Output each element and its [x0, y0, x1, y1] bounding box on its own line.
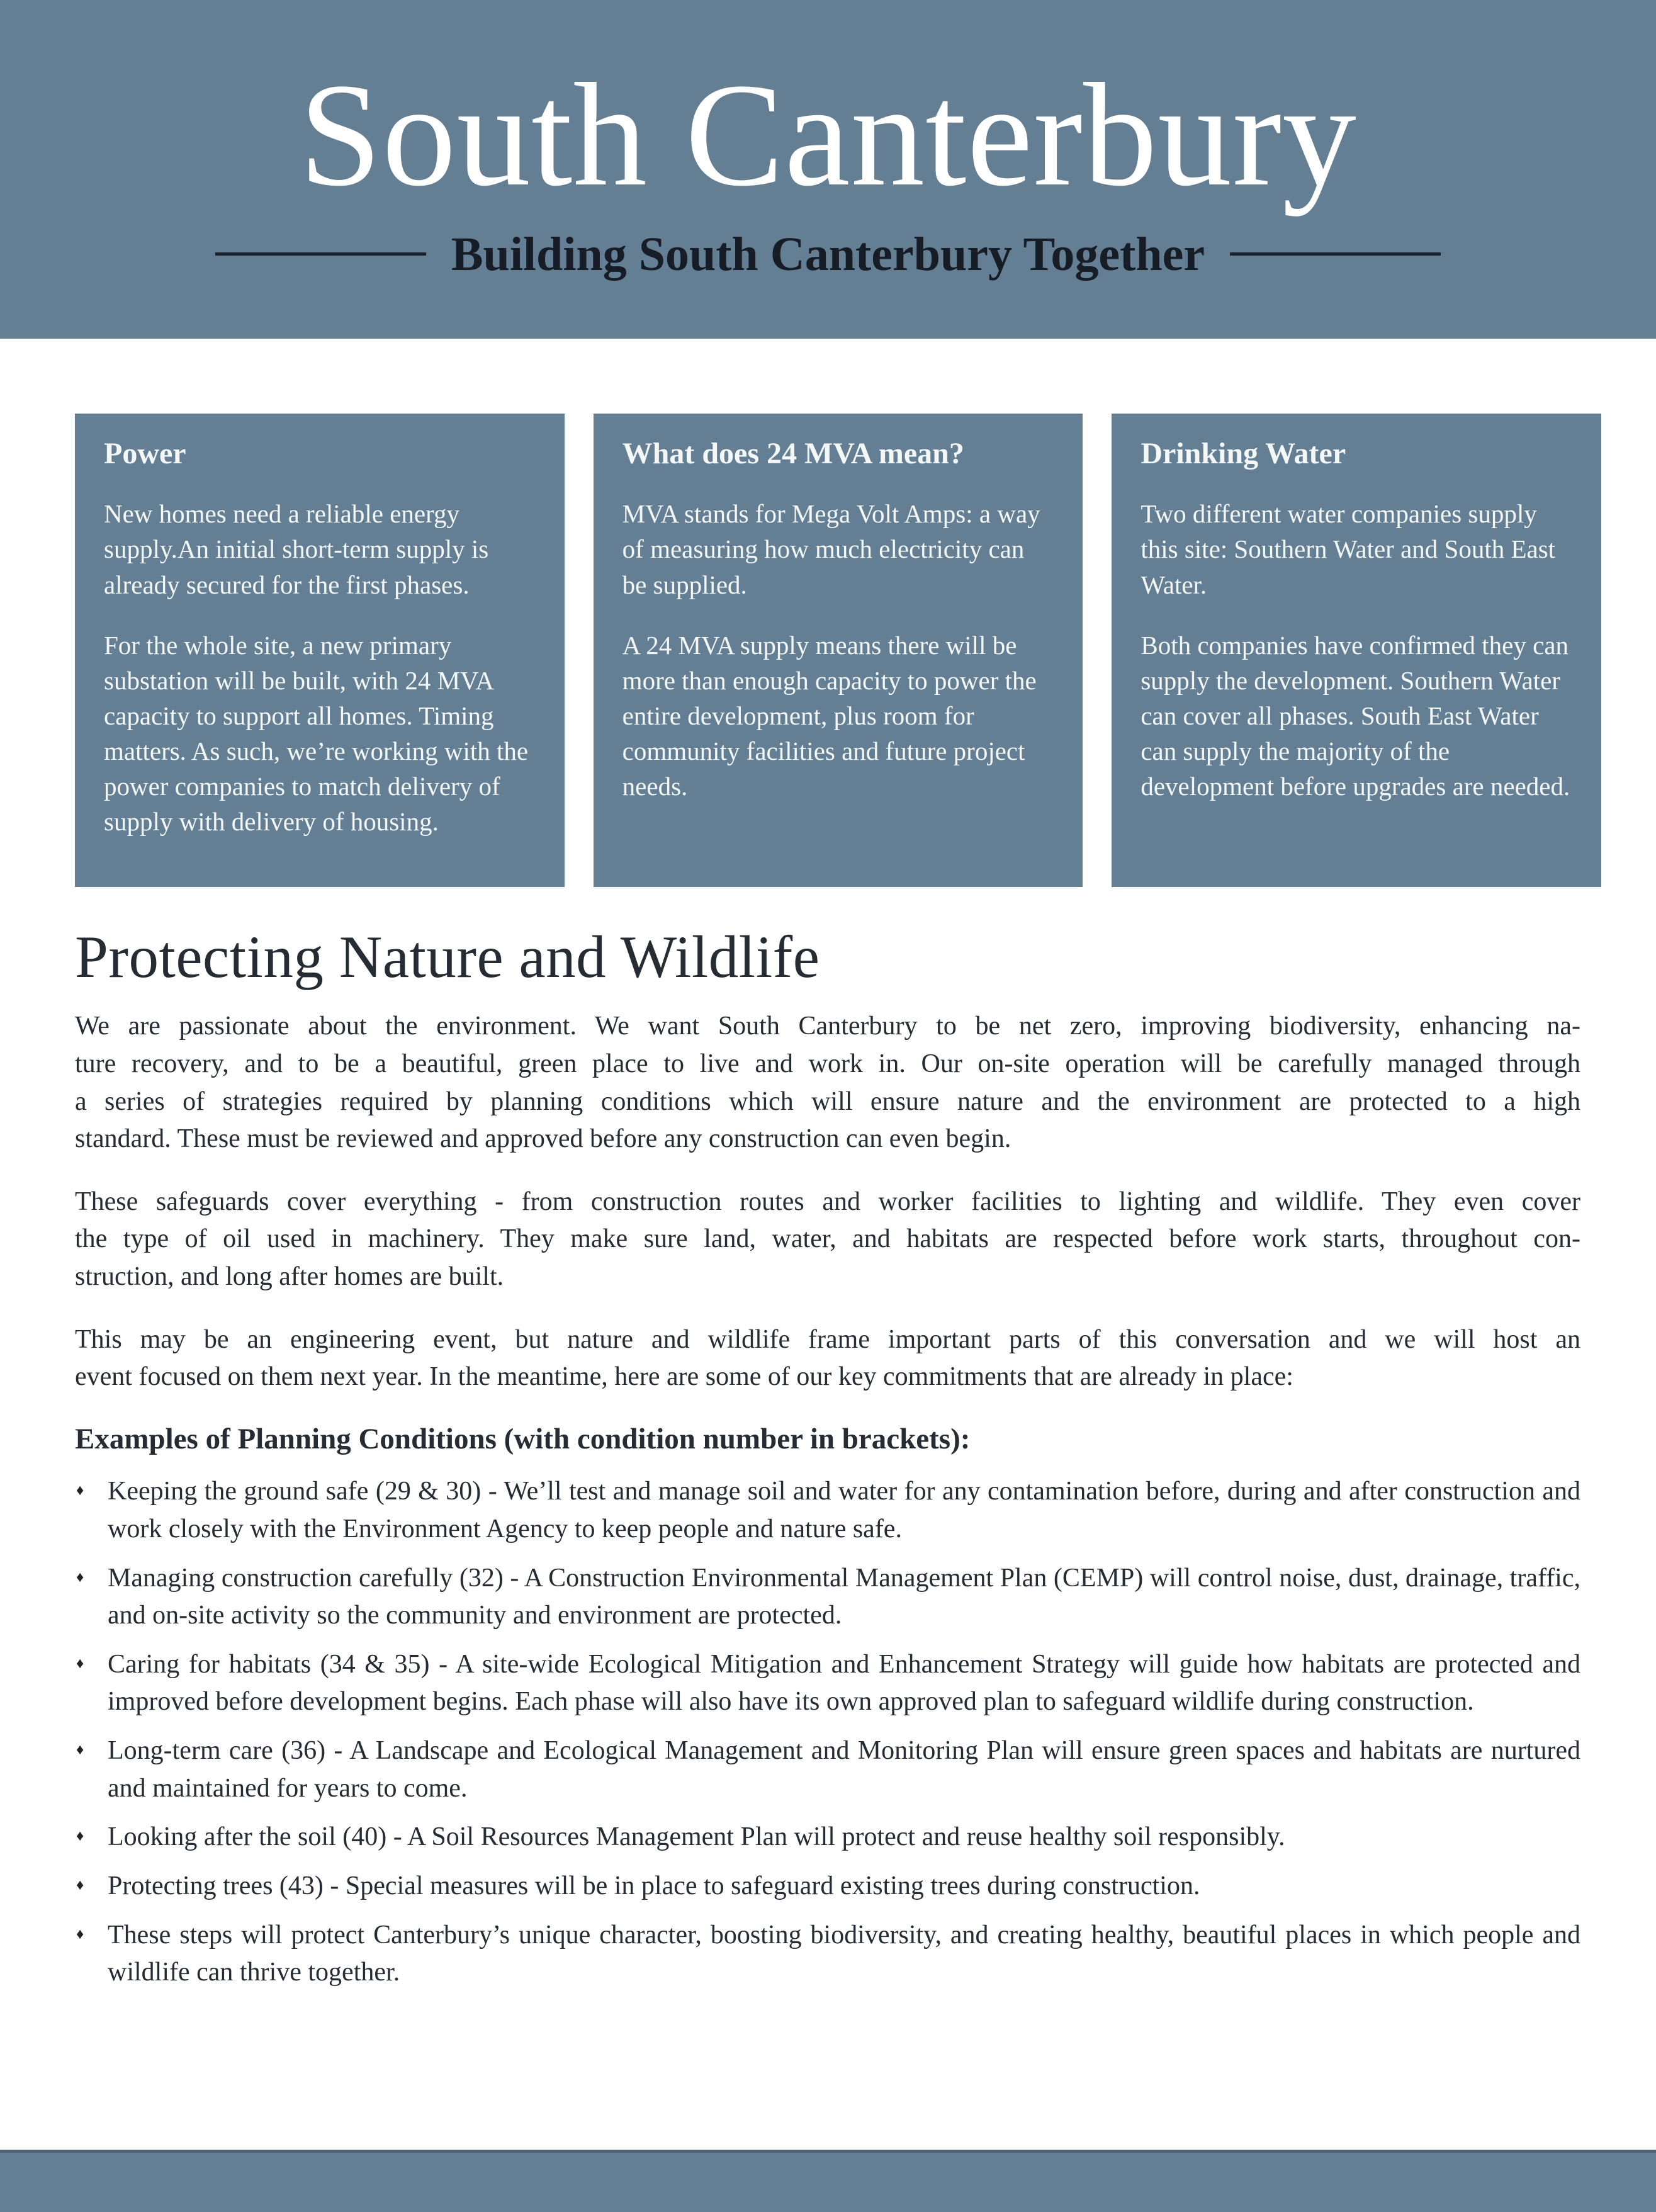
list-item: [75, 1868, 1580, 1905]
info-box-paragraph: For the whole site, a new primary substation will be built, with 24 MVA capacity to support all homes. Timing matters. As such, we’re working with the power companies to match delivery of supply with delivery of housing.: [104, 630, 529, 837]
info-box-paragraph: New homes need a reliable energy supply.An initial short-term supply is already secured for the first phases.: [104, 499, 489, 599]
diamond-bullet-icon: ♦: [76, 1655, 84, 1672]
list-item: [75, 1473, 1580, 1548]
section-heading: Protecting Nature and Wildlife: [75, 923, 820, 990]
info-box-mva: [594, 414, 1083, 887]
diamond-bullet-icon: ♦: [76, 1828, 84, 1845]
nature-paragraph-1: We are passionate about the environment. We want South Canterbury to be net zero, improving biodiversity, enhancing na- ture recovery, and to be a beautiful, green place to live and work in. Our on-site operation will be carefully managed through a series of strategies required by planning conditions which will ensure nature and the environment are protected to a high standard. These must be reviewed and approved before any construction can even begin.: [75, 1012, 1580, 1154]
list-item-text: Long-term care (36) - A Landscape and Ecological Management and Monitoring Plan will ensure green spaces and habitats are nurtured and maintained for years to come.: [108, 1736, 1580, 1803]
info-box-title: Drinking Water: [1141, 437, 1346, 470]
nature-paragraph-3: This may be an engineering event, but nature and wildlife frame important parts of this conversation and we will host an event focused on them next year. In the meantime, here are some of our key commitments that are already in place:: [75, 1324, 1580, 1392]
list-item: [75, 1819, 1580, 1856]
diamond-bullet-icon: ♦: [76, 1482, 84, 1499]
diamond-bullet-icon: ♦: [76, 1742, 84, 1759]
diamond-bullet-icon: ♦: [76, 1569, 84, 1586]
info-box-paragraph: Both companies have confirmed they can supply the development. Southern Water can cover all phases. South East Water can supply the majority of the development before upgrades are needed.: [1141, 630, 1570, 801]
list-item: [75, 1646, 1580, 1721]
diamond-bullet-icon: ♦: [76, 1876, 84, 1893]
info-box-row: [75, 414, 1601, 887]
list-item-text: Managing construction carefully (32) - A Construction Environmental Management Plan (CEMP) will control noise, dust, drainage, traffic, and on-site activity so the community and environment are protected.: [108, 1563, 1580, 1630]
footer-band: [0, 2150, 1656, 2212]
info-box-paragraph: Two different water companies supply this site: Southern Water and South East Water.: [1141, 499, 1556, 599]
diamond-bullet-icon: ♦: [76, 1926, 84, 1943]
list-item-text: Protecting trees (43) - Special measures will be in place to safeguard existing trees during construction.: [108, 1871, 1200, 1900]
list-item: [75, 1732, 1580, 1807]
tagline-right-rule: [1230, 252, 1441, 256]
page-title: South Canterbury: [299, 52, 1357, 217]
info-box-power: [75, 414, 565, 887]
list-item-text: Caring for habitats (34 & 35) - A site-wide Ecological Mitigation and Enhancement Strategy will guide how habitats are protected and improved before development begins. Each phase will also have its own approved plan to safeguard wildlife during construction.: [108, 1649, 1580, 1717]
nature-paragraph-2: These safeguards cover everything - from construction routes and worker facilities to lighting and wildlife. They even cover the type of oil used in machinery. They make sure land, water, and habitats are respected before work starts, throughout con- struction, and long after homes are built.: [75, 1187, 1580, 1291]
list-item-text: Looking after the soil (40) - A Soil Resources Management Plan will protect and reuse healthy soil responsibly.: [108, 1822, 1285, 1852]
tagline-left-rule: [215, 252, 426, 256]
info-box-title: Power: [104, 437, 186, 470]
list-item-text: Keeping the ground safe (29 & 30) - We’ll test and manage soil and water for any contamination before, during and after construction and work closely with the Environment Agency to keep people and nature safe.: [108, 1477, 1580, 1543]
info-box-title: What does 24 MVA mean?: [622, 437, 964, 470]
nature-section: [75, 923, 1580, 2003]
planning-conditions-subheading: Examples of Planning Conditions (with condition number in brackets):: [75, 1422, 971, 1455]
list-item-text: These steps will protect Canterbury’s unique character, boosting biodiversity, and creating healthy, beautiful places in which people and wildlife can thrive together.: [108, 1920, 1580, 1987]
tagline-text: Building South Canterbury Together: [451, 227, 1205, 281]
info-box-drinking-water: [1112, 414, 1601, 887]
tagline: [215, 227, 1441, 281]
list-item: [75, 1560, 1580, 1635]
list-item: [75, 1917, 1580, 1992]
info-box-paragraph: A 24 MVA supply means there will be more than enough capacity to power the entire development, plus room for community facilities and future project needs.: [622, 630, 1037, 801]
info-box-paragraph: MVA stands for Mega Volt Amps: a way of measuring how much electricity can be supplied.: [622, 499, 1040, 599]
planning-conditions-list: [75, 1473, 1580, 1992]
masthead: [0, 0, 1656, 339]
